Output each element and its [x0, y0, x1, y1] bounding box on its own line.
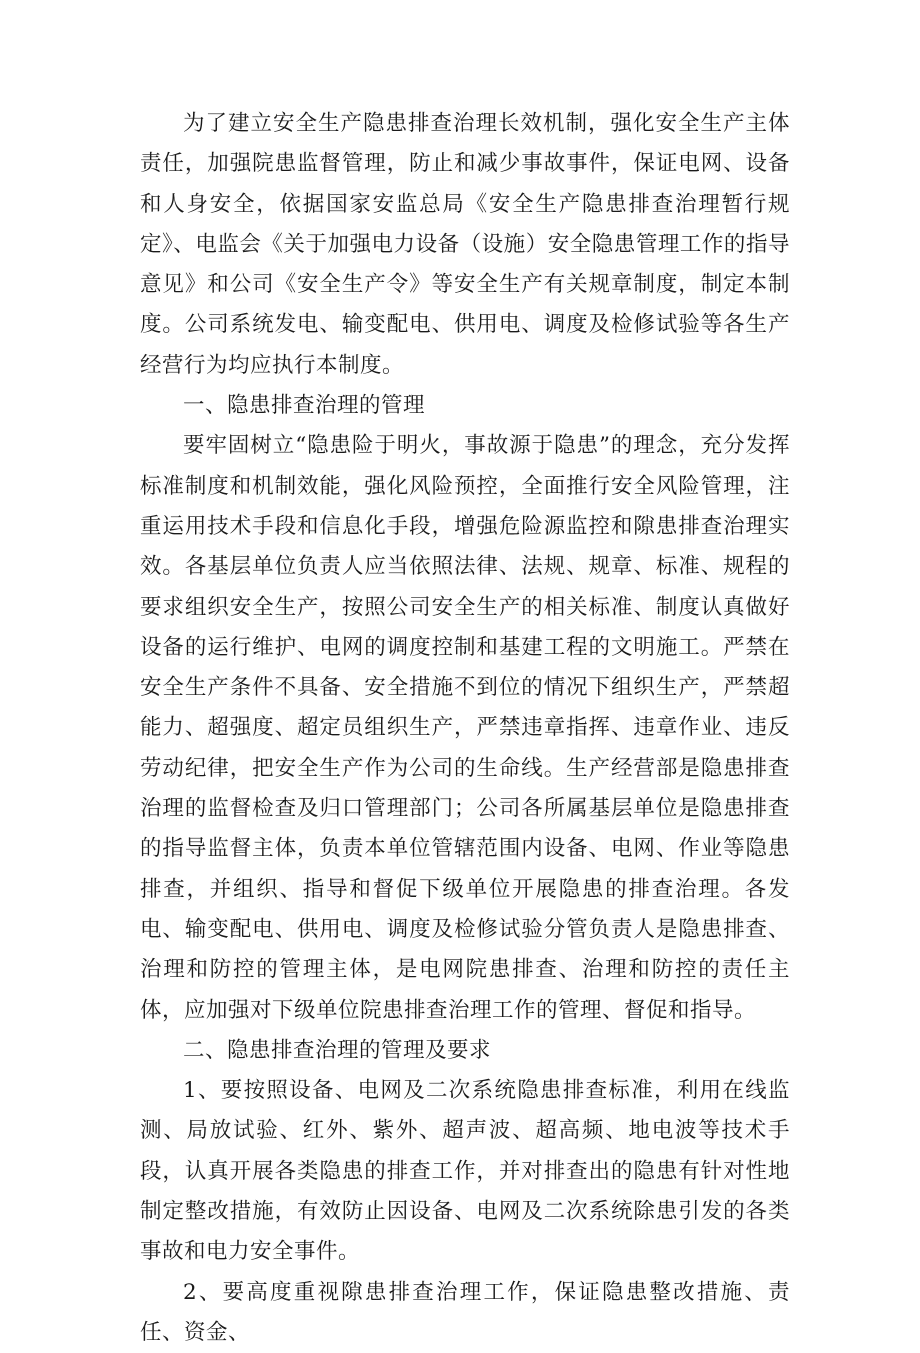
section-1-heading: 一、隐患排查治理的管理 [183, 393, 426, 419]
intro-paragraph: 为了建立安全生产隐患排查治理长效机制，强化安全生产主体责任，加强院患监督管理，防止和减少事故事件，保证电网、设备和人身安全，依据国家安监总局《安全生产隐患排查治理暂行规定》、电监会《关于加强电力设备（设施）安全隐患管理工作的指导意见》和公司《安全生产令》等安全生产有关规章制度，制定本制度。公司系统发电、输变配电、供用电、调度及检修试验等各生产经营行为均应执行本制度。 [140, 111, 790, 378]
section-2-heading: 二、隐患排查治理的管理及要求 [183, 1037, 492, 1063]
document-body [140, 104, 790, 1353]
section-1-paragraph: 要牢固树立“隐患险于明火，事故源于隐患”的理念，充分发挥标准制度和机制效能，强化风险预控，全面推行安全风险管理，注重运用技术手段和信息化手段，增强危险源监控和隙患排查治理实效。各基层单位负责人应当依照法律、法规、规章、标准、规程的要求组织安全生产，按照公司安全生产的相关标准、制度认真做好设备的运行维护、电网的调度控制和基建工程的文明施工。严禁在安全生产条件不具备、安全措施不到位的情况下组织生产，严禁超能力、超强度、超定员组织生产，严禁违章指挥、违章作业、违反劳动纪律，把安全生产作为公司的生命线。生产经营部是隐患排查治理的监督检查及归口管理部门；公司各所属基层单位是隐患排查的指导监督主体，负责本单位管辖范围内设备、电网、作业等隐患排查，并组织、指导和督促下级单位开展隐患的排查治理。各发电、输变配电、供用电、调度及检修试验分管负责人是隐患排查、治理和防控的管理主体，是电网院患排查、治理和防控的责任主体，应加强对下级单位院患排查治理工作的管理、督促和指导。 [140, 433, 790, 1023]
section-2-item-2: 2、要高度重视隙患排查治理工作，保证隐患整改措施、责任、资金、 [140, 1279, 790, 1345]
section-2-item-1: 1、要按照设备、电网及二次系统隐患排查标准，利用在线监测、局放试验、红外、紫外、超声波、超高频、地电波等技术手段，认真开展各类隐患的排查工作，并对排查出的隐患有针对性地制定整改措施，有效防止因设备、电网及二次系统除患引发的各类事故和电力安全事件。 [140, 1078, 790, 1265]
